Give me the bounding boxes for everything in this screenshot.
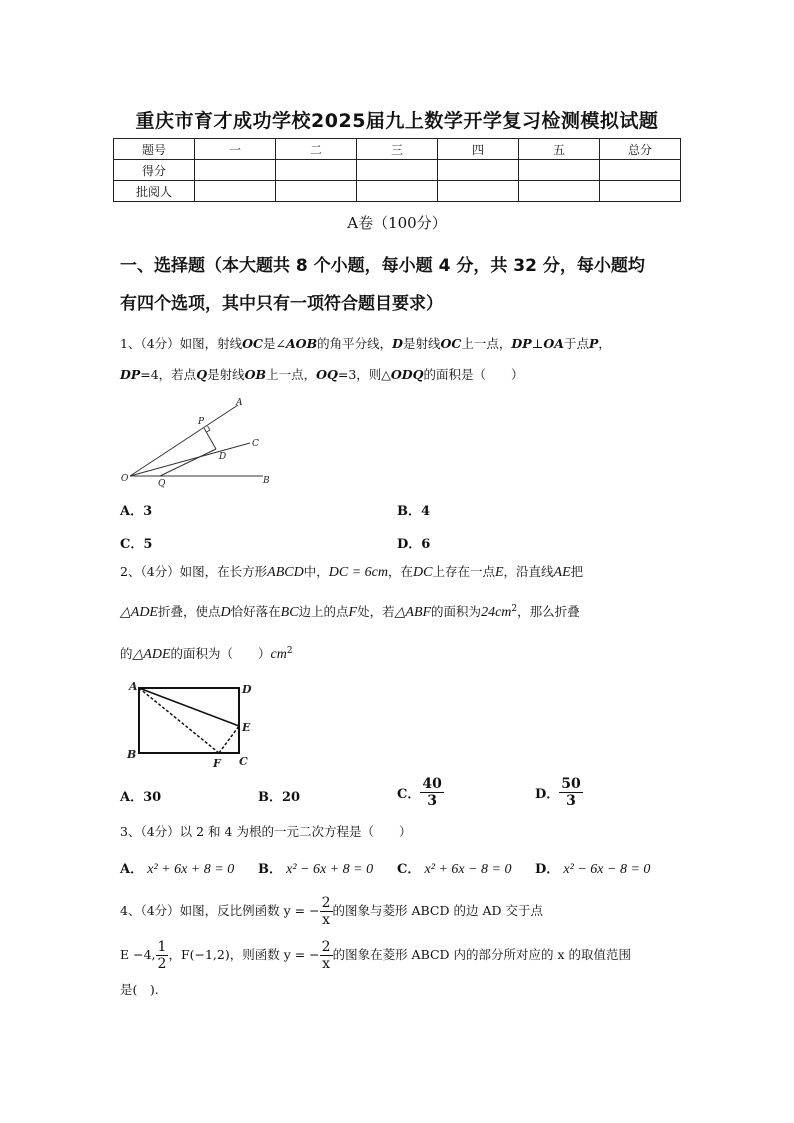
- text: ，沿直线: [503, 564, 554, 579]
- table-row: [114, 160, 681, 181]
- ray-oc: [130, 443, 250, 476]
- text: x² + 6x + 8 = 0: [147, 862, 235, 877]
- text: 于点: [563, 336, 589, 351]
- text: E: [120, 947, 130, 962]
- table-cell: [519, 160, 600, 181]
- q3-option-c[interactable]: [397, 858, 511, 878]
- label-e: E: [242, 721, 251, 734]
- q1-option-d[interactable]: D．6: [397, 537, 431, 552]
- q2-option-d[interactable]: [535, 776, 583, 809]
- text: 是∠: [263, 336, 286, 351]
- text: 上存在一点: [432, 564, 495, 579]
- q1-figure: [118, 395, 278, 490]
- text: 2: [511, 604, 518, 614]
- label-b: B: [263, 476, 270, 486]
- text: 的图象在菱形 ABCD 内的部分所对应的 x 的取值范围: [332, 947, 632, 962]
- text: OA: [543, 336, 564, 351]
- fraction: [156, 939, 169, 972]
- q4-line3: [120, 974, 680, 1005]
- table-cell: [195, 181, 276, 202]
- text: ，F(−1,2): [168, 947, 230, 962]
- label-b: B: [127, 748, 137, 761]
- text: △ABF: [394, 605, 432, 621]
- text: DP: [511, 336, 532, 351]
- text: ，那么折叠: [517, 604, 580, 620]
- section-title: A卷（100分）: [347, 214, 447, 232]
- text: DP: [120, 367, 141, 382]
- table-cell: [357, 160, 438, 181]
- label-q: Q: [158, 479, 166, 489]
- q1-line1: [120, 328, 680, 359]
- text: =3，则△: [337, 367, 391, 382]
- q2-option-c[interactable]: [397, 776, 444, 809]
- text: 上一点，: [266, 367, 317, 382]
- segment-fe: [219, 726, 239, 753]
- table-row: [114, 139, 681, 160]
- q3-option-d[interactable]: [535, 858, 650, 878]
- text: ，在: [387, 564, 413, 579]
- page-title: 重庆市育才成功学校2025届九上数学开学复习检测模拟试题: [135, 110, 659, 132]
- text: DC = 6cm: [328, 565, 388, 580]
- text: △ADE: [132, 647, 171, 663]
- text: 处，若: [357, 604, 395, 620]
- table-cell: [600, 160, 681, 181]
- label-o: O: [121, 474, 129, 484]
- segment-ae: [139, 688, 239, 726]
- text: −4,: [133, 947, 156, 962]
- text: 的: [120, 646, 133, 662]
- segment-dp: [204, 428, 216, 449]
- text: Q: [196, 367, 208, 382]
- text: D: [392, 336, 403, 351]
- score-table: [113, 138, 681, 202]
- label-d: D: [219, 452, 227, 462]
- text: AOB: [285, 336, 318, 351]
- text: 1: [157, 939, 167, 955]
- text: C．: [397, 787, 421, 802]
- q2-figure: [118, 678, 258, 773]
- text: ，: [598, 336, 611, 351]
- text: F: [348, 605, 358, 621]
- fraction: [320, 895, 333, 928]
- text: 上一点，: [461, 336, 512, 351]
- text: 把: [570, 564, 584, 579]
- text: P: [589, 336, 599, 351]
- q2-line1: [120, 556, 680, 588]
- table-cell: [438, 160, 519, 181]
- right-angle-mark: [207, 426, 211, 432]
- table-cell: 四: [438, 139, 519, 160]
- text: ODQ: [390, 367, 424, 382]
- q1-line2: [120, 359, 680, 390]
- fraction: [420, 776, 443, 809]
- part-heading-line1: 一、选择题（本大题共 8 个小题，每小题 4 分，共 32 分，每小题均: [120, 256, 645, 276]
- text: 中，: [303, 564, 329, 579]
- text: x² − 6x + 8 = 0: [286, 862, 374, 877]
- text: 的面积是（ ）: [423, 367, 524, 382]
- part-heading-line2: 有四个选项，其中只有一项符合题目要求）: [120, 294, 443, 314]
- text: DC: [413, 565, 433, 580]
- text: D．: [535, 787, 560, 802]
- text: 边上的点: [298, 604, 349, 620]
- text: 的面积为（ ）: [170, 646, 271, 662]
- text: D．: [535, 862, 560, 877]
- text: 2: [321, 939, 331, 955]
- text: 24cm: [481, 605, 512, 621]
- text: 是( ).: [120, 982, 159, 997]
- q1-option-b[interactable]: B．4: [397, 504, 431, 519]
- q2-option-b[interactable]: B．20: [258, 790, 301, 805]
- table-cell: 一: [195, 139, 276, 160]
- table-cell: 五: [519, 139, 600, 160]
- label-a: A: [129, 680, 138, 693]
- table-cell: [600, 181, 681, 202]
- text: 3: [566, 793, 576, 809]
- table-cell: [438, 181, 519, 202]
- table-row: [114, 181, 681, 202]
- text: x² − 6x − 8 = 0: [563, 862, 651, 877]
- q3-option-a[interactable]: [120, 858, 234, 878]
- q2-line2: [120, 594, 680, 628]
- text: 2: [286, 646, 293, 656]
- label-f: F: [213, 757, 221, 770]
- text: 2: [321, 895, 331, 911]
- text: D: [220, 605, 231, 621]
- text: 3: [427, 793, 437, 809]
- text: 4、（4分）如图，反比例函数 y = −: [120, 903, 320, 918]
- text: 2、（4分）如图，在长方形: [120, 564, 268, 579]
- q3-option-b[interactable]: [258, 858, 373, 878]
- ray-oa: [130, 405, 238, 476]
- table-cell: 批阅人: [114, 181, 195, 202]
- text: 是射线: [207, 367, 245, 382]
- table-cell: 总分: [600, 139, 681, 160]
- table-cell: [276, 181, 357, 202]
- q2-option-a[interactable]: A．30: [120, 790, 162, 805]
- q4-line1: [120, 894, 680, 928]
- text: 40: [422, 776, 442, 792]
- table-cell: 二: [276, 139, 357, 160]
- table-cell: [357, 181, 438, 202]
- text: B．: [258, 862, 282, 877]
- text: OQ: [316, 367, 338, 382]
- q1-option-a[interactable]: A．3: [120, 504, 153, 519]
- table-cell: [519, 181, 600, 202]
- text: ABCD: [267, 565, 304, 580]
- text: C．: [397, 862, 421, 877]
- fraction: [320, 939, 333, 972]
- text: AE: [553, 565, 571, 580]
- segment-dq: [160, 449, 216, 476]
- text: 折叠，使点: [157, 604, 221, 620]
- q4-line2: [120, 938, 680, 972]
- text: E: [494, 565, 504, 580]
- text: △ADE: [120, 605, 158, 621]
- text: A．: [120, 862, 144, 877]
- q1-option-c[interactable]: C．5: [120, 537, 153, 552]
- label-c: C: [252, 439, 259, 449]
- text: 的图象与菱形 ABCD 的边 AD 交于点: [332, 903, 543, 918]
- q2-line3: [120, 636, 680, 670]
- label-d: D: [242, 683, 252, 696]
- table-cell: 题号: [114, 139, 195, 160]
- text: 2: [157, 956, 167, 972]
- label-p: P: [198, 417, 205, 427]
- text: ⊥: [531, 336, 544, 351]
- table-cell: [276, 160, 357, 181]
- text: OC: [440, 336, 462, 351]
- text: 的角平分线，: [317, 336, 393, 351]
- text: 是射线: [403, 336, 441, 351]
- text: x² + 6x − 8 = 0: [424, 862, 512, 877]
- text: x: [322, 912, 330, 928]
- text: 50: [561, 776, 581, 792]
- fraction: [559, 776, 582, 809]
- text: =4，若点: [140, 367, 197, 382]
- table-cell: [195, 160, 276, 181]
- text: 1、（4分）如图，射线: [120, 336, 243, 351]
- text: 恰好落在: [230, 604, 281, 620]
- text: cm: [270, 647, 287, 663]
- table-cell: 三: [357, 139, 438, 160]
- text: ，则函数 y = −: [229, 947, 320, 962]
- label-c: C: [239, 755, 248, 768]
- segment-af: [139, 688, 219, 753]
- text: BC: [280, 605, 299, 621]
- text: OC: [242, 336, 263, 351]
- text: OB: [244, 367, 267, 382]
- table-cell: 得分: [114, 160, 195, 181]
- text: x: [322, 956, 331, 972]
- q3-stem: 3、（4分）以 2 和 4 为根的一元二次方程是（ ）: [120, 824, 412, 839]
- text: 的面积为: [431, 604, 482, 620]
- label-a: A: [236, 398, 243, 408]
